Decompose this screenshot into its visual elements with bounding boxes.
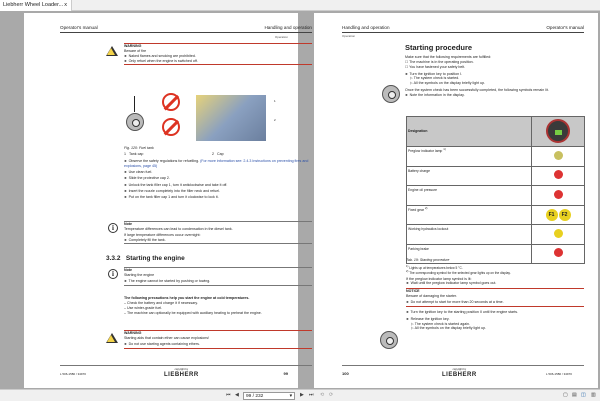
- page-number: 99: [283, 371, 288, 376]
- rotate-icon[interactable]: ⟲: [320, 392, 325, 398]
- starting-procedure-table: [406, 116, 585, 264]
- list-item: ► Observe the safety regulations for refuelling. (For more information see: 2.4.3 Instructions on preventing fires and explosions, page 45): [124, 158, 309, 168]
- single-page-view-icon[interactable]: ▢: [563, 392, 568, 398]
- table-row: [407, 147, 585, 167]
- notice-title: NOTICE: [406, 289, 420, 294]
- designation-cell: Fixed gear $^{2)}$: [407, 205, 532, 225]
- after-table: Tab. 19: Starting procedure $^{1)}$ Lights up at temperatures below 5 °C. $^{2)}$ The corresponding symbol for the selected gear lights up on the display. If the preglow indicator lamp symbol is lit: ► Wait until the preglow indicator lamp symbol goes out. NOTICE Beware of damaging the starter. ► Do not attempt to start for more than 20 seconds at a time. ► Turn the ignition key to the starting position II until the engine starts. ► Release the ignition key. ▷ The system check is started again. ▷ All the symbols on the display briefly light up.: [406, 258, 596, 331]
- cold-precautions: The following precautions help you start the engine at cold temperatures. – Check the battery and charge it if necessary. – Use winter-grade fuel. – The machine can optionally be equipped with auxiliary heating to preheat the engine.: [124, 296, 262, 315]
- no-smoking-icon: [162, 93, 180, 111]
- parking-brake-icon: [554, 248, 563, 257]
- figure-text: [124, 146, 314, 200]
- next-page-icon[interactable]: ▶: [300, 392, 304, 398]
- last-page-icon[interactable]: ⏭: [309, 392, 314, 398]
- ignition-key-icon: [126, 113, 144, 131]
- footer-doc-number: L 506-1580 / 34970: [546, 372, 572, 376]
- callout-1: 1: [274, 99, 276, 103]
- document-tab[interactable]: [0, 0, 72, 11]
- list-item: ► Use clean fuel.: [124, 169, 153, 174]
- dropdown-icon: ▾: [289, 394, 292, 399]
- header-sub: Operation: [342, 34, 356, 38]
- liebherr-logo: copyright by LIEBHERR: [442, 368, 477, 379]
- first-page-icon[interactable]: ⏮: [226, 392, 231, 398]
- table-row: [407, 186, 585, 206]
- list-item: ► Insert the nozzle completely into the filler neck and refuel.: [124, 188, 221, 193]
- footer-doc-number: L 506-1580 / 34970: [60, 372, 86, 376]
- table-row: [407, 166, 585, 186]
- note-starting: Note Starting the engine ► The engine cannot be started by pushing or towing.: [124, 267, 312, 286]
- continuous-view-icon[interactable]: ▤: [572, 392, 577, 398]
- figure-legend: 1 Tank cap 2 Cap: [124, 151, 224, 156]
- note-condensation: Note Temperature differences can lead to condensation in the diesel tank. If large temperature differences occur overnight: ► Completely fill the tank.: [124, 221, 312, 244]
- gear-f2-icon: F2: [559, 209, 571, 221]
- table-header: Designation: [407, 117, 532, 147]
- warning-icon: [106, 333, 118, 343]
- warning-title: WARNING: [124, 44, 142, 48]
- footer-rule: [342, 365, 584, 366]
- list-item: ► Only refuel when the engine is switched off.: [124, 58, 198, 63]
- list-item: ► Naked flames and smoking are prohibited.: [124, 53, 196, 58]
- designation-cell: Working hydraulics lockout: [407, 225, 532, 245]
- tab-bar: [0, 0, 600, 11]
- table-row: [407, 205, 585, 225]
- info-icon: i: [108, 269, 118, 279]
- list-item: ► Slide the protective cap 2.: [124, 176, 170, 181]
- gear-f1-icon: F1: [546, 209, 558, 221]
- engine-oil-pressure-icon: [554, 190, 563, 199]
- designation-cell: Battery charge: [407, 166, 532, 186]
- page-header: [60, 25, 312, 33]
- display-panel-icon: [546, 119, 570, 143]
- close-tab-icon[interactable]: x: [64, 2, 67, 8]
- list-item: ► Put on the tank filler cap 1 and turn it clockwise to lock it.: [124, 195, 219, 200]
- ignition-key-icon: [380, 331, 398, 349]
- working-hydraulics-lockout-icon: [554, 229, 563, 238]
- ignition-key-icon: [382, 85, 400, 103]
- designation-cell: Parking brake: [407, 244, 532, 264]
- warning-subtitle: Beware of fire: [124, 48, 147, 53]
- pdf-page-99: [24, 13, 312, 388]
- header-right: Handling and operation: [264, 25, 312, 30]
- two-page-continuous-icon[interactable]: ▥: [591, 392, 596, 398]
- bottom-toolbar: [0, 389, 600, 401]
- list-item: ► Unlock the tank filler cap 1, turn it anticlockwise and take it off.: [124, 182, 228, 187]
- callout-2: 2: [274, 118, 276, 122]
- header-sub: Operation: [274, 35, 288, 39]
- previous-page-icon[interactable]: ◀: [235, 392, 239, 398]
- info-icon: i: [108, 223, 118, 233]
- rotate-right-icon[interactable]: ⟳: [329, 392, 334, 398]
- section-title: Starting procedure: [405, 43, 473, 52]
- warning-ether: WARNING Starting aids that contain ether can cause explosions! ► Do not use starting agents containing ethers.: [124, 330, 312, 349]
- page-number: 100: [342, 371, 349, 376]
- procedure-intro: Make sure that the following requirements are fulfilled: ☐ The machine is in the operating position. ☐ You have fastened your safety belt. ► Turn the ignition key to position I. ▷ The system check is started. ▷ All the symbols on the display briefly light up. Once the system check has been successfully completed, the following symbols remain lit. ► Note the information in the display.: [405, 55, 549, 97]
- section-heading: 3.3.2 Starting the engine: [106, 255, 185, 262]
- fuel-tank-photo: [196, 95, 266, 141]
- reference-link[interactable]: (For more information see: 2.4.3 Instructions on preventing fires and explosions, page 45): [124, 158, 309, 168]
- tab-title: Liebherr Wheel Loader...: [3, 2, 64, 8]
- table-row: [407, 225, 585, 245]
- pdf-page-100: [314, 13, 598, 388]
- footer-rule: [60, 365, 312, 366]
- preglow-indicator-lamp-icon: [554, 151, 563, 160]
- figure-caption: Fig. 120: Fuel tank: [124, 146, 154, 150]
- arrow-icon: [134, 96, 135, 112]
- page-header: Handling and operation Operator's manual: [342, 25, 584, 33]
- battery-charge-icon: [554, 170, 563, 179]
- no-flames-icon: [162, 118, 180, 136]
- designation-cell: Engine oil pressure: [407, 186, 532, 206]
- page-number-input[interactable]: 99 / 232 ▾: [243, 392, 295, 400]
- designation-cell: Preglow indicator lamp $^{1)}$: [407, 147, 532, 167]
- header-left: Operator's manual: [60, 25, 98, 30]
- two-page-view-icon[interactable]: ◫: [581, 392, 586, 398]
- table-caption: Tab. 19: Starting procedure: [406, 258, 450, 262]
- warning-icon: [106, 46, 118, 56]
- liebherr-logo: copyright by LIEBHERR: [164, 368, 199, 379]
- warning-fire: [124, 43, 312, 65]
